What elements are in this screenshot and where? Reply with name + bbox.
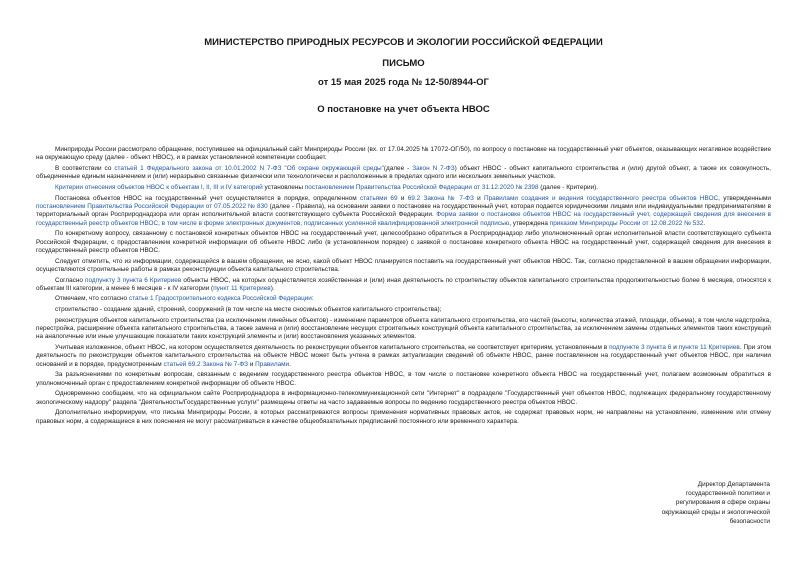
document-link[interactable]: Критерии отнесения объектов НВОС к объектам I, II, III и IV категорий [55, 183, 263, 191]
paragraph [36, 409, 771, 426]
paragraph-text: , утвержденными [718, 194, 771, 202]
document-link[interactable]: статьей 1 Федерального закона от 10.01.2002 N 7-ФЗ "Об охране окружающей среды" [114, 164, 384, 172]
document-subject: О постановке на учет объекта НВОС [317, 104, 490, 115]
paragraph [36, 195, 771, 228]
document-link[interactable]: 69.2 Закона № 7-ФЗ [407, 194, 474, 202]
document-link[interactable]: статьей 69.2 Закона № 7-ФЗ [163, 360, 249, 368]
document-link[interactable]: пункт 11 Критериев [213, 284, 271, 292]
signature-block [600, 480, 770, 526]
paragraph-text: Одновременно сообщаем, что на официальном сайте Росприроднадзора в информационно-телекоммуникационной сети "Интернет" в подразделе "Государственный учет объектов НВОС, подлежащих федеральному государственному экологическому надзору" раздела "Деятельность/Государственные услуги" размещены ответы на часто задаваемые вопросы по ведению государственного реестра объектов НВОС. [36, 390, 771, 406]
paragraph-text: По конкретному вопросу, связанному с постановкой конкретных объектов НВОС на государственный учет, целесообразно обратиться в Росприроднадзор либо уполномоченный орган исполнительной власти соответствующего субъекта Российской Федерации, с предоставлением конкретной информации об объекте НВОС либо (в установленном порядке) с заявкой о постановке конкретного объекта НВОС на государственный учет, содержащей сведения для внесения в государственный реестр объектов НВОС. [36, 230, 771, 254]
paragraph [36, 258, 771, 275]
paragraph-text: и [473, 194, 485, 202]
paragraph [36, 371, 771, 388]
document-type: ПИСЬМО [382, 58, 425, 69]
paragraph-text: Согласно [55, 276, 86, 284]
paragraph-text: Следует отметить, что из информации, содержащейся в вашем обращении, не ясно, какой объект НВОС планируется поставить на государственный учет объектов НВОС. Так, согласно представленной в вашем обращении информации, осуществляются строительные работы в рамках реконструкции объекта капитального строительства. [36, 257, 771, 273]
paragraph-text: объекты НВОС, на которых осуществляется хозяйственная и (или) иная деятельность по строительству объектов капитального строительства продолжительностью более 6 месяцев, относятся к объектам III категории, а менее 6 месяцев - к IV категории ( [36, 276, 771, 292]
paragraph-text: ) объект НВОС - объект капитального строительства и (или) другой объект, а также их совокупность, объединенные единым назначением и (или) неразрывно связанные физически или технологически и расположенные в пределах одного или нескольких земельных участков. [36, 164, 772, 181]
paragraph-text: (далее - [383, 164, 413, 172]
document-link[interactable]: постановлением Правительства Российской Федерации от 07.05.2022 № 830 [36, 202, 268, 210]
document-link[interactable]: подпункте 3 пункта 6 [609, 344, 672, 352]
signature-line: Директор Департамента [697, 481, 770, 488]
paragraph-text: Учитывая изложенное, объект НВОС, на котором осуществляется деятельность по реконструкции объектов капитального строительства, не соответствует критериям, установленным в [55, 344, 610, 352]
paragraph [36, 230, 771, 255]
paragraph [36, 295, 771, 303]
signature-line: регулирования в сфере охраны [675, 499, 770, 507]
paragraph [36, 390, 771, 407]
paragraph-text: Постановка объектов НВОС на государственный учет осуществляется в порядке, определенном [55, 194, 360, 202]
document-link[interactable]: Правилами создания и ведения государственного реестра объектов НВОС [484, 194, 719, 202]
paragraph-text: ). [270, 284, 275, 292]
paragraph-text: За разъяснениями по конкретным вопросам, связанным с ведением государственного реестра объектов НВОС, в том числе о постановке конкретного объекта НВОС на государственный учет, полагаем возможным обратиться в уполномоченный орган с предоставлением конкретной информации об объекте НВОС. [36, 371, 771, 387]
document-date-number: от 15 мая 2025 года № 12-50/8944-ОГ [318, 77, 489, 88]
paragraph-text: и [397, 194, 408, 202]
paragraph [36, 146, 771, 163]
paragraph-text: строительство - создание зданий, строений, сооружений (в том числе на месте сносимых объектов капитального строительства); [55, 306, 442, 314]
ministry-heading: МИНИСТЕРСТВО ПРИРОДНЫХ РЕСУРСОВ И ЭКОЛОГИИ РОССИЙСКОЙ ФЕДЕРАЦИИ [204, 37, 603, 48]
document-link[interactable]: пункте 11 Критериев [678, 344, 740, 352]
paragraph-text: Отмечаем, что согласно [55, 295, 129, 303]
document-link[interactable]: статьями 69 [359, 194, 398, 202]
paragraph-text: , утверждена [509, 219, 550, 227]
paragraph-text: реконструкция объектов капитального строительства (за исключением линейных объектов) - изменение параметров объекта капитального строительства, его частей (высоты, количества этажей, площади, объема), в том числе надстройка, перестройка, расширение объекта капитального строительства, а также замена и (или) восстановление несущих строительных конструкций объекта капитального строительства, за исключением замены отдельных элементов таких конструкций на аналогичные или иные улучшающие показатели таких конструкций элементы и (или) восстановления указанных элементов. [36, 316, 771, 341]
paragraph [36, 306, 771, 314]
paragraph [36, 184, 771, 192]
document-link[interactable]: Форма заявки о постановке объектов НВОС на государственный учет, содержащей сведения для внесения в государственный реестр объектов НВОС, в том числе в форме электронных документов, подписанных усиленной квалифицированной электронной подписью [36, 211, 771, 227]
signature-line: безопасности [729, 517, 770, 525]
paragraph-text: (далее - Правила), на основании заявки о постановке на государственный учет, которая подается юридическими лицами или индивидуальными предпринимателями в территориальный орган Росприроднадзора или орган исполнительной власти соответствующего субъекта Российской Федерации. [36, 202, 771, 219]
paragraph-text: В соответствии со [55, 164, 115, 172]
signature-line: государственной политики и [685, 490, 770, 498]
paragraph-text: и [248, 360, 256, 368]
document-link[interactable]: Закон N 7-ФЗ [412, 164, 455, 172]
paragraph-text: Минприроды России рассмотрело обращение, поступившее на официальный сайт Минприроды России (вх. от 17.04.2025 № 17072-ОГ/50), по вопросу о постановке на государственный учет объектов, оказывающих негативное воздействие на окружающую среду (далее - объект НВОС), и в рамках установленной компетенции сообщает. [36, 146, 771, 162]
document-link[interactable]: приказом Минприроды России от 12.08.2022 № 532 [549, 219, 704, 227]
document-link[interactable]: постановлением Правительства Российской Федерации от 31.12.2020 № 2398 [304, 183, 539, 191]
paragraph-text: Дополнительно информируем, что письма Минприроды России, в которых рассматриваются вопросы применения нормативных правовых актов, не содержат правовых норм, не направлены на установление, изменение или отмену правовых норм, а содержащиеся в них пояснения не могут рассматриваться в качестве общеобязательных предписаний постоянного или временного характера. [36, 409, 771, 425]
paragraph-text: установлены [262, 183, 305, 191]
signature-line: окружающей среды и экологической [661, 508, 770, 516]
paragraph-text: и [671, 344, 679, 352]
paragraph [36, 277, 771, 294]
paragraph-text: . При этом деятельность по реконструкции объектов капитального строительства на объекте НВОС может быть учтена в рамках актуализации сведений об объекте НВОС, ранее поставленном на государственный учет объектов НВОС, при наличии оснований и в порядке, предусмотренным [36, 344, 772, 368]
paragraph [36, 344, 771, 369]
document-link[interactable]: Правилами [255, 360, 290, 368]
paragraph-text: : [311, 295, 314, 303]
document-link[interactable]: статье 1 Градостроительного кодекса Российской Федерации [128, 295, 312, 303]
document-link[interactable]: подпункту 3 пункта 6 Критериев [85, 276, 182, 284]
paragraph-text: . [703, 219, 706, 227]
letter-body [36, 146, 771, 428]
paragraph [36, 165, 771, 182]
paragraph-text: . [289, 360, 291, 368]
paragraph [36, 317, 771, 342]
paragraph-text: (далее - Критерии). [538, 183, 599, 191]
